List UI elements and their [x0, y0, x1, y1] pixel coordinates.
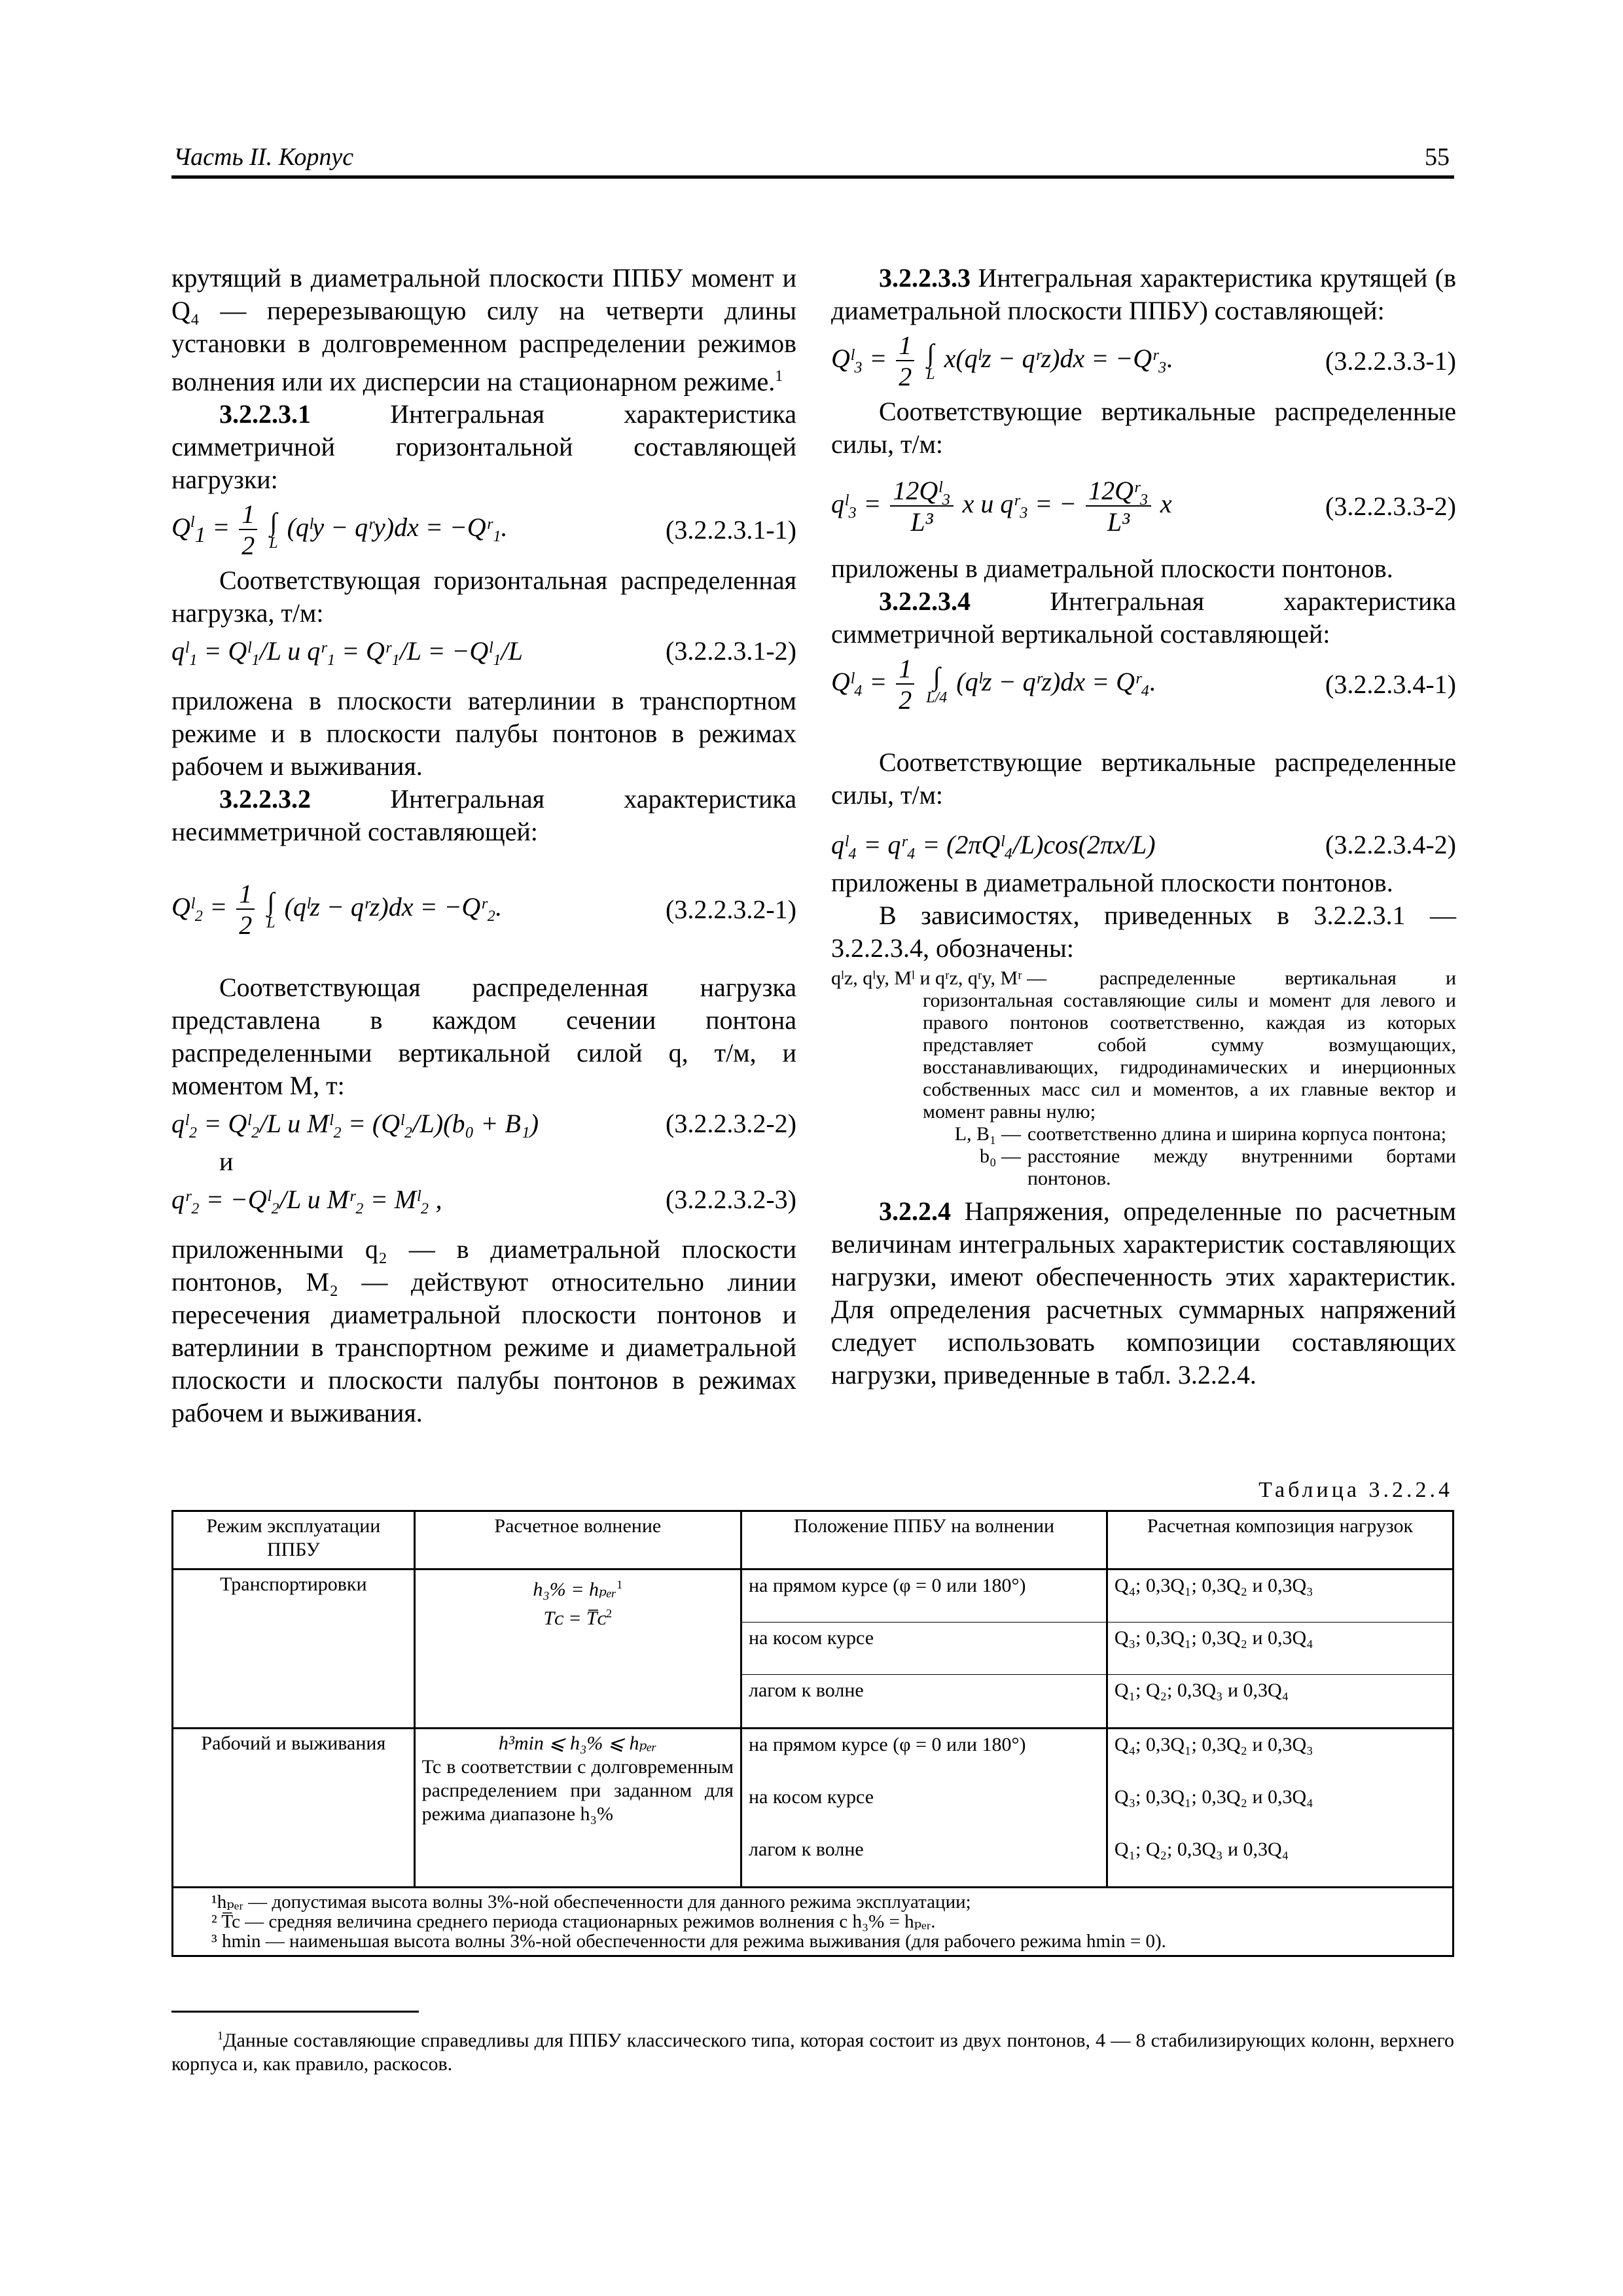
left-column: [171, 262, 796, 1429]
header-rule: [171, 175, 1454, 179]
page-number: 55: [1425, 143, 1450, 171]
notation-item: b₀ — расстояние между внутренними бортами понтонов.: [980, 1145, 1456, 1189]
position-cell: на прямом курсе (φ = 0 или 180°) на косом курсе лагом к волне: [741, 1729, 1107, 1888]
page-footnote: $^1$Данные составляющие справедливы для ППБУ классического типа, которая состоит из двух понтонов, 4 — 8 стабилизирующих колонн, верхнего корпуса и, как правило, раскосов.: [171, 2029, 1454, 2075]
section-3-2-2-3-1: 3.2.2.3.1 Интегральная характеристика симметричной горизонтальной составляющей нагрузки:: [171, 399, 796, 495]
table-footnote-row: [173, 1888, 1454, 1956]
paragraph-distributed-load: Соответствующая распределенная нагрузка представлена в каждом сечении понтона распределенными вертикальной силой q, т/м, и моментом M, т:: [171, 973, 796, 1101]
mode-cell: Рабочий и выживания: [173, 1729, 415, 1888]
paragraph-applied-waterline: приложена в плоскости ватерлинии в транспортном режиме и в плоскости палубы понтонов в режимах рабочем и выживания.: [171, 686, 796, 781]
table-row: [173, 1570, 1454, 1729]
paragraph-vertical-forces-2: Соответствующие вертикальные распределенные силы, т/м:: [831, 747, 1456, 810]
equation-3-2-2-3-2-2: qˡ₂ = Qˡ₂/L и Mˡ₂ = (Qˡ₂/L)(b₀ + B₁) (3.2.2.3.2-2): [171, 1109, 796, 1139]
loads-cell: Q₄; 0,3Q₁; 0,3Q₂ и 0,3Q₃ Q₃; 0,3Q₁; 0,3Q₂ и 0,3Q₄ Q₁; Q₂; 0,3Q₃ и 0,3Q₄: [1107, 1570, 1453, 1729]
equation-3-2-2-3-2-1: Qˡ₂ = $\frac{1}{2}$ ∫ L (qˡz − qʳz)dx = −Qʳ₂. (3.2.2.3.2-1): [171, 879, 796, 941]
table-header-row: [173, 1511, 1454, 1570]
wave-cell: h³min ⩽ h₃% ⩽ hₚₑᵣ Tc в соответствии с долговременным распределением при заданном для режима диапазоне h₃%: [414, 1729, 741, 1888]
column-header: Расчетное волнение: [414, 1511, 741, 1570]
load-composition-table: [171, 1510, 1454, 1957]
right-column: [831, 262, 1456, 1391]
paragraph-dependencies: В зависимостях, приведенных в 3.2.2.3.1 — 3.2.2.3.4, обозначены:: [831, 901, 1456, 963]
notation-item-desc: распределенные вертикальная и горизонтальная составляющие силы и момент для левого и правого понтонов соответственно, каждая из которых представляет собой сумму возмущающих, восстанавливающих, гидродинамических и инерционных собственных масс сил и моментов, а их главные вектор и момент равны нулю;: [923, 967, 1456, 1122]
column-header: Режим эксплуатации ППБУ: [173, 1511, 415, 1570]
footnote-rule: [171, 2011, 419, 2013]
equation-3-2-2-3-2-3: qʳ₂ = −Qˡ₂/L и Mʳ₂ = Mˡ₂ , (3.2.2.3.2-3): [171, 1185, 796, 1215]
table-footnotes: ¹hₚₑᵣ — допустимая высота волны 3%-ной обеспеченности для данного режима эксплуатации; ² T̅c — средняя величина среднего периода стационарных режимов волнения с h₃% = hₚₑᵣ. ³ hmin — наименьшая высота волны 3%-ной обеспеченности для режима выживания (для рабочего режима hmin = 0).: [173, 1888, 1454, 1956]
section-3-2-2-3-4: 3.2.2.3.4 Интегральная характеристика симметричной вертикальной составляющей:: [831, 586, 1456, 649]
paragraph-horizontal-load: Соответствующая горизонтальная распределенная нагрузка, т/м:: [171, 565, 796, 628]
equation-3-2-2-3-1-1: $Q^l_1$ = $\frac{1}{2}$ ∫ L (qˡy − qʳy)dx = −Qʳ₁. (3.2.2.3.1-1): [171, 499, 796, 561]
equation-3-2-2-3-4-2: qˡ₄ = qʳ₄ = (2πQˡ₄/L)cos(2πx/L) (3.2.2.3.4-2): [831, 830, 1456, 859]
section-3-2-2-3-3: 3.2.2.3.3 Интегральная характеристика крутящей (в диаметральной плоскости ППБУ) составляющей:: [831, 263, 1456, 325]
equation-3-2-2-3-3-2: qˡ₃ = $\frac{\text{12Qˡ₃}}{\text{L³}}$ x и qʳ₃ = − $\frac{\text{12Qʳ₃}}{\text{L³}}$ x (3.2.2.3.3-2): [831, 476, 1456, 537]
position-cell: на прямом курсе (φ = 0 или 180°) на косом курсе лагом к волне: [741, 1570, 1107, 1729]
equation-3-2-2-3-4-1: Qˡ₄ = $\frac{1}{2}$ ∫ L/4 (qˡz − qʳz)dx = Qʳ₄. (3.2.2.3.4-1): [831, 654, 1456, 715]
paragraph-applied-pontoons: приложенными q₂ — в диаметральной плоскости понтонов, M₂ — действуют относительно линии пересечения диаметральной плоскости понтонов и ватерлинии в транспортном режиме и диаметральной плоскости и плоскости палубы понтонов в режимах рабочем и выживания.: [171, 1234, 796, 1428]
loads-cell: Q₄; 0,3Q₁; 0,3Q₂ и 0,3Q₃ Q₃; 0,3Q₁; 0,3Q₂ и 0,3Q₄ Q₁; Q₂; 0,3Q₃ и 0,3Q₄: [1107, 1729, 1453, 1888]
section-3-2-2-4: 3.2.2.4 Напряжения, определенные по расчетным величинам интегральных характеристик составляющих нагрузки, имеют обеспеченность этих характеристик. Для определения расчетных суммарных напряжений следует использовать композиции составляющих нагрузки, приведенные в табл. 3.2.2.4.: [831, 1196, 1456, 1390]
notation-list: [831, 967, 1456, 1190]
column-header: Положение ППБУ на волнении: [741, 1511, 1107, 1570]
notation-item: qˡz, qˡy, Mˡ и qʳz, qʳy, Mʳ —: [831, 967, 1047, 989]
paragraph-vertical-forces-1: Соответствующие вертикальные распределенные силы, т/м:: [831, 397, 1456, 459]
table-row: [173, 1729, 1454, 1888]
paragraph-applied-dp-2: приложены в диаметральной плоскости понтонов.: [831, 868, 1393, 897]
intro-paragraph: крутящий в диаметральной плоскости ППБУ момент и Q₄ — перерезывающую силу на четверти длины установки в долговременном распределении режимов волнения или их дисперсии на стационарном режиме.$^1$: [171, 263, 796, 397]
column-header: Расчетная композиция нагрузок: [1107, 1511, 1453, 1570]
section-3-2-2-3-2: 3.2.2.3.2 Интегральная характеристика несимметричной составляющей:: [171, 784, 796, 847]
notation-item: L, B₁ — соответственно длина и ширина корпуса понтона;: [954, 1123, 1447, 1145]
mode-cell: Транспортировки: [173, 1570, 415, 1729]
paragraph-applied-dp-1: приложены в диаметральной плоскости понтонов.: [831, 554, 1393, 583]
equation-3-2-2-3-1-2: qˡ₁ = Qˡ₁/L и qʳ₁ = Qʳ₁/L = −Qˡ₁/L (3.2.2.3.1-2): [171, 636, 796, 666]
equation-3-2-2-3-3-1: Qˡ₃ = $\frac{1}{2}$ ∫ L x(qˡz − qʳz)dx = −Qʳ₃. (3.2.2.3.3-1): [831, 331, 1456, 391]
wave-cell: h₃% = hₚₑᵣ$^1$ Tᴄ = T̅ᴄ$^2$: [414, 1570, 741, 1729]
running-header-title: Часть II. Корпус: [173, 143, 354, 171]
table-caption: Таблица 3.2.2.4: [1258, 1478, 1453, 1502]
conjunction-and: и: [219, 1147, 234, 1177]
